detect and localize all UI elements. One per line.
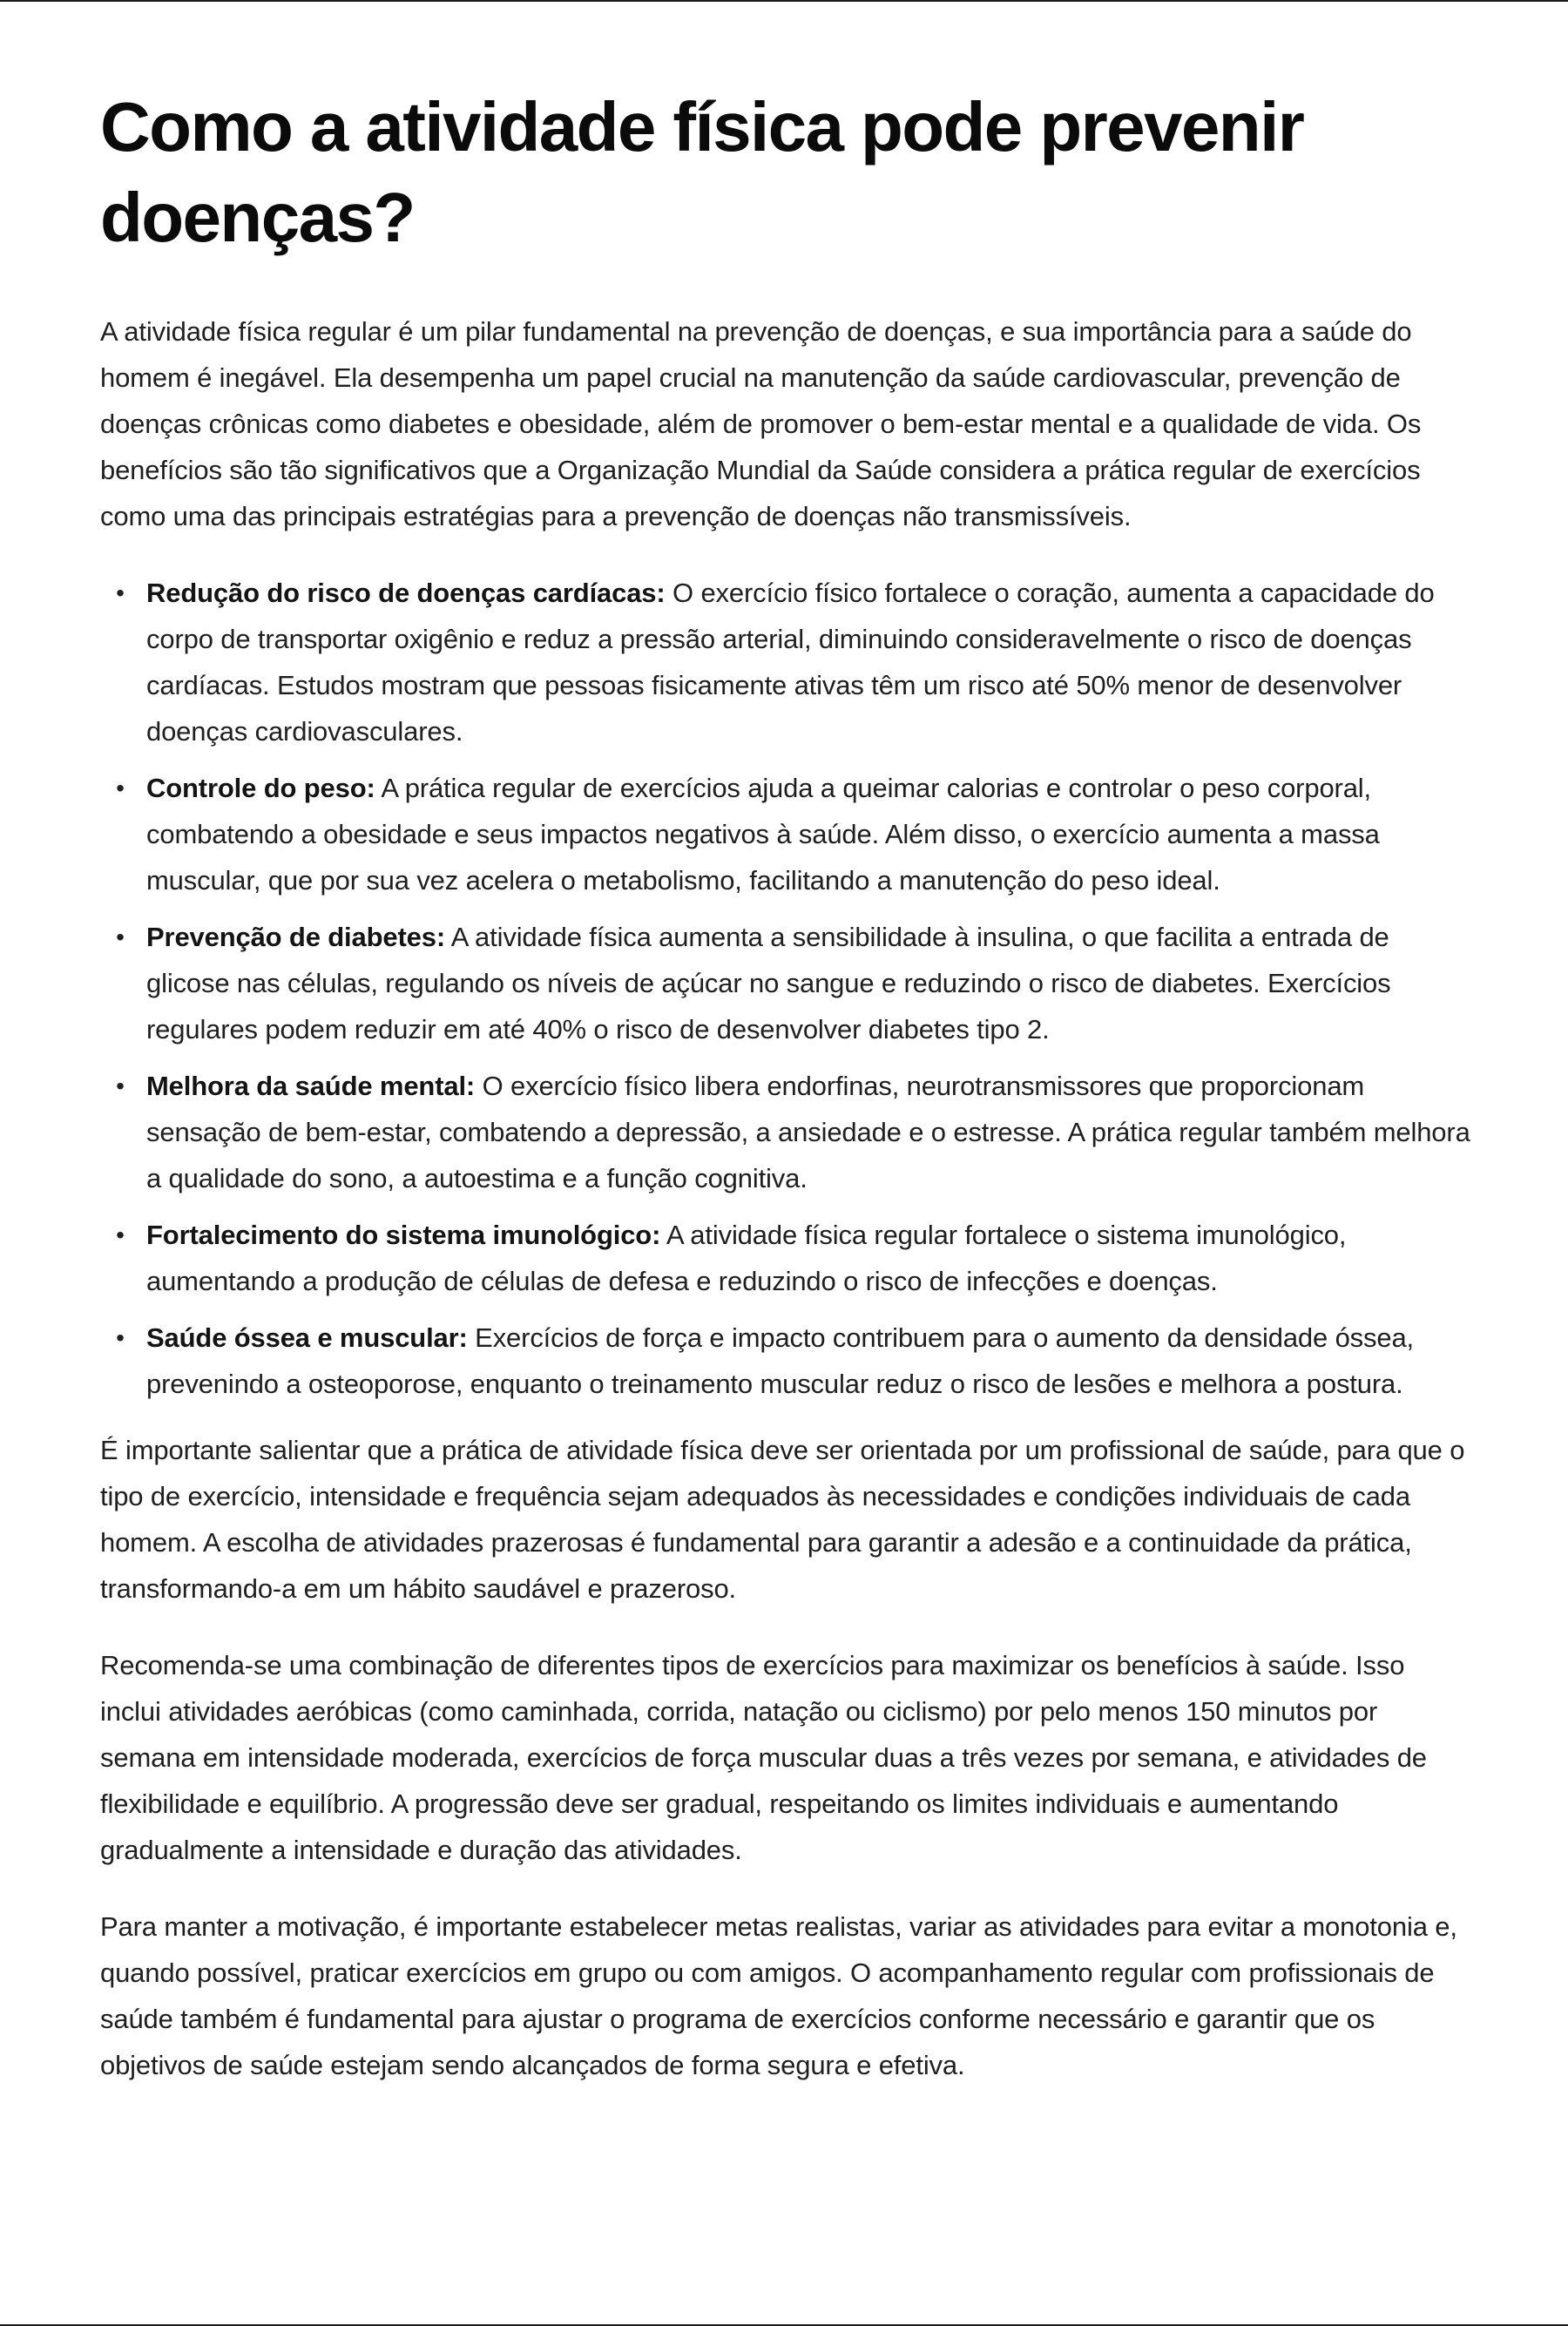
article — [0, 2, 1472, 2088]
body-paragraph: Recomenda-se uma combinação de diferentes tipos de exercícios para maximizar os benefícios à saúde. Isso inclui atividades aeróbicas (como caminhada, corrida, natação ou ciclismo) por pelo menos 150 minutos por semana em intensidade moderada, exercícios de força muscular duas a três vezes por semana, e atividades de flexibilidade e equilíbrio. A progressão deve ser gradual, respeitando os limites individuais e aumentando gradualmente a intensidade e duração das atividades. — [100, 1650, 1427, 1865]
bullet-icon: • — [116, 579, 125, 606]
bullet-icon: • — [116, 774, 125, 801]
list-item-heading: Melhora da saúde mental: — [146, 1071, 476, 1101]
list-item-text: A prática regular de exercícios ajuda a queimar calorias e controlar o peso corporal, combatendo a obesidade e seus impactos negativos à saúde. Além disso, o exercício aumenta a massa muscular, que por sua vez acelera o metabolismo, facilitando a manutenção do peso ideal. — [146, 773, 1380, 896]
bullet-icon: • — [116, 923, 125, 950]
list-item-heading: Saúde óssea e muscular: — [146, 1322, 468, 1353]
list-item — [116, 1315, 1472, 1407]
bullet-icon: • — [116, 1324, 125, 1351]
bullet-icon: • — [116, 1072, 125, 1099]
list-item-text: A atividade física aumenta a sensibilidade à insulina, o que facilita a entrada de glicose nas células, regulando os níveis de açúcar no sangue e reduzindo o risco de diabetes. Exercícios regulares podem reduzir em até 40% o risco de desenvolver diabetes tipo 2. — [146, 922, 1391, 1045]
list-item-heading: Fortalecimento do sistema imunológico: — [146, 1220, 661, 1250]
list-item-text: A atividade física regular fortalece o sistema imunológico, aumentando a produção de células de defesa e reduzindo o risco de infecções e doenças. — [146, 1220, 1347, 1296]
list-item — [116, 1212, 1472, 1304]
list-item — [116, 914, 1472, 1052]
list-item — [116, 570, 1472, 754]
list-item-heading: Prevenção de diabetes: — [146, 922, 446, 952]
bullet-icon: • — [116, 1221, 125, 1248]
body-paragraph: É importante salientar que a prática de atividade física deve ser orientada por um profissional de saúde, para que o tipo de exercício, intensidade e frequência sejam adequados às necessidades e condições individuais de cada homem. A escolha de atividades prazerosas é fundamental para garantir a adesão e a continuidade da prática, transformando-a em um hábito saudável e prazeroso. — [100, 1435, 1465, 1604]
list-item — [116, 765, 1472, 903]
intro-paragraph: A atividade física regular é um pilar fundamental na prevenção de doenças, e sua importância para a saúde do homem é inegável. Ela desempenha um papel crucial na manutenção da saúde cardiovascular, prevenção de doenças crônicas como diabetes e obesidade, além de promover o bem-estar mental e a qualidade de vida. Os benefícios são tão significativos que a Organização Mundial da Saúde considera a prática regular de exercícios como uma das principais estratégias para a prevenção de doenças não transmissíveis. — [100, 316, 1422, 531]
body-paragraph: Para manter a motivação, é importante estabelecer metas realistas, variar as atividades para evitar a monotonia e, quando possível, praticar exercícios em grupo ou com amigos. O acompanhamento regular com profissionais de saúde também é fundamental para ajustar o programa de exercícios conforme necessário e garantir que os objetivos de saúde estejam sendo alcançados de forma segura e efetiva. — [100, 1911, 1457, 2080]
list-item-text: O exercício físico libera endorfinas, neurotransmissores que proporcionam sensação de bem-estar, combatendo a depressão, a ansiedade e o estresse. A prática regular também melhora a qualidade do sono, a autoestima e a função cognitiva. — [146, 1071, 1470, 1193]
list-item — [116, 1063, 1472, 1201]
page-title: Como a atividade física pode prevenir doenças? — [100, 88, 1304, 256]
list-item-heading: Controle do peso: — [146, 773, 375, 803]
list-item-text: O exercício físico fortalece o coração, aumenta a capacidade do corpo de transportar oxigênio e reduz a pressão arterial, diminuindo consideravelmente o risco de doenças cardíacas. Estudos mostram que pessoas fisicamente ativas têm um risco até 50% menor de desenvolver doenças cardiovasculares. — [146, 578, 1435, 747]
benefits-list — [100, 570, 1472, 1407]
list-item-text: Exercícios de força e impacto contribuem para o aumento da densidade óssea, prevenindo a osteoporose, enquanto o treinamento muscular reduz o risco de lesões e melhora a postura. — [146, 1322, 1415, 1399]
list-item-heading: Redução do risco de doenças cardíacas: — [146, 578, 666, 608]
